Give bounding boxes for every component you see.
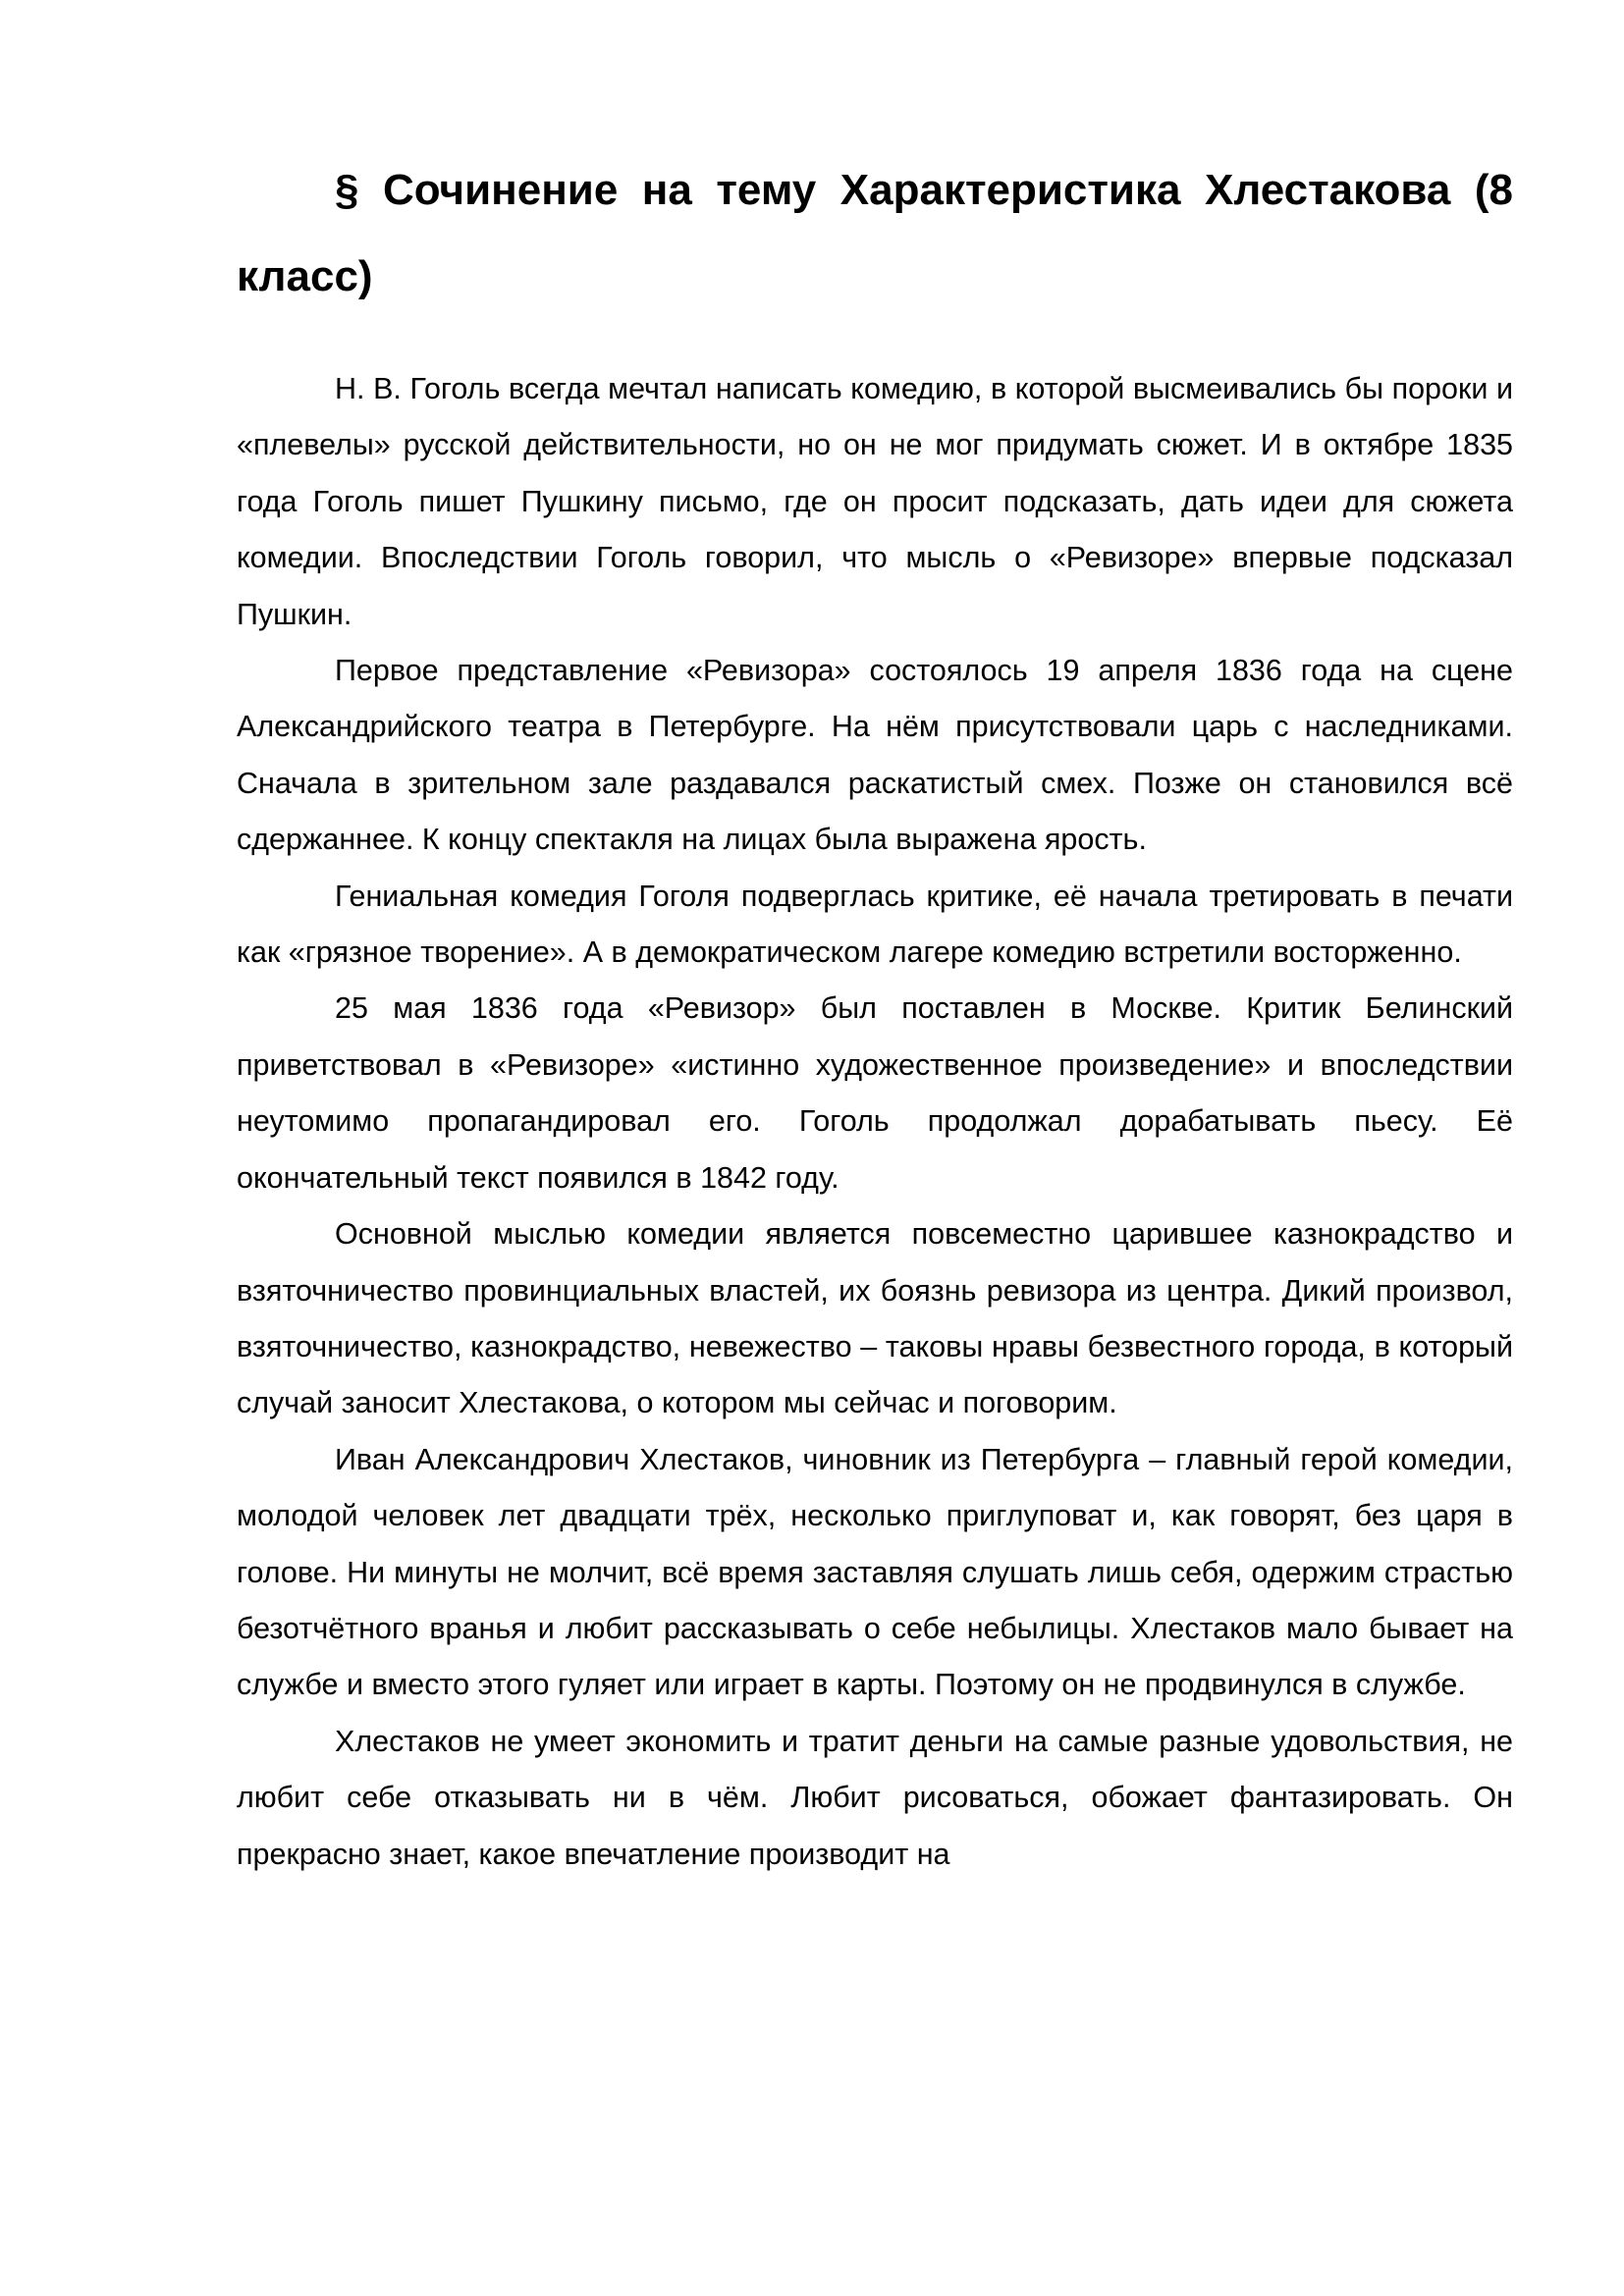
document-body xyxy=(237,361,1513,1883)
paragraph-1: Н. В. Гоголь всегда мечтал написать комедию, в которой высмеивались бы пороки и «плевелы» русской действительности, но он не мог придумать сюжет. И в октябре 1835 года Гоголь пишет Пушкину письмо, где он просит подсказать, дать идеи для сюжета комедии. Впоследствии Гоголь говорил, что мысль о «Ревизоре» впервые подсказал Пушкин. xyxy=(237,372,1513,631)
paragraph-6: Иван Александрович Хлестаков, чиновник из Петербурга – главный герой комедии, молодой человек лет двадцати трёх, несколько приглуповат и, как говорят, без царя в голове. Ни минуты не молчит, всё время заставляя слушать лишь себя, одержим страстью безотчётного вранья и любит рассказывать о себе небылицы. Хлестаков мало бывает на службе и вместо этого гуляет или играет в карты. Поэтому он не продвинулся в службе. xyxy=(237,1442,1513,1702)
document-page xyxy=(237,147,1513,1883)
paragraph-7: Хлестаков не умеет экономить и тратит деньги на самые разные удовольствия, не любит себе отказывать ни в чём. Любит рисоваться, обожает фантазировать. Он прекрасно знает, какое впечатление производит на xyxy=(237,1724,1513,1871)
paragraph-5: Основной мыслью комедии является повсеместно царившее казнокрадство и взяточничество провинциальных властей, их боязнь ревизора из центра. Дикий произвол, взяточничество, казнокрадство, невежество – таковы нравы безвестного города, в который случай заносит Хлестакова, о котором мы сейчас и поговорим. xyxy=(237,1217,1513,1420)
document-title: § Сочинение на тему Характеристика Хлестакова (8 класс) xyxy=(237,166,1513,300)
paragraph-3: Гениальная комедия Гоголя подверглась критике, её начала третировать в печати как «грязное творение». А в демократическом лагере комедию встретили восторженно. xyxy=(237,879,1513,970)
paragraph-2: Первое представление «Ревизора» состоялось 19 апреля 1836 года на сцене Александрийского театра в Петербурге. На нём присутствовали царь с наследниками. Сначала в зрительном зале раздавался раскатистый смех. Позже он становился всё сдержаннее. К концу спектакля на лицах была выражена ярость. xyxy=(237,654,1513,857)
paragraph-4: 25 мая 1836 года «Ревизор» был поставлен в Москве. Критик Белинский приветствовал в «Ревизоре» «истинно художественное произведение» и впоследствии неутомимо пропагандировал его. Гоголь продолжал дорабатывать пьесу. Её окончательный текст появился в 1842 году. xyxy=(237,991,1513,1195)
